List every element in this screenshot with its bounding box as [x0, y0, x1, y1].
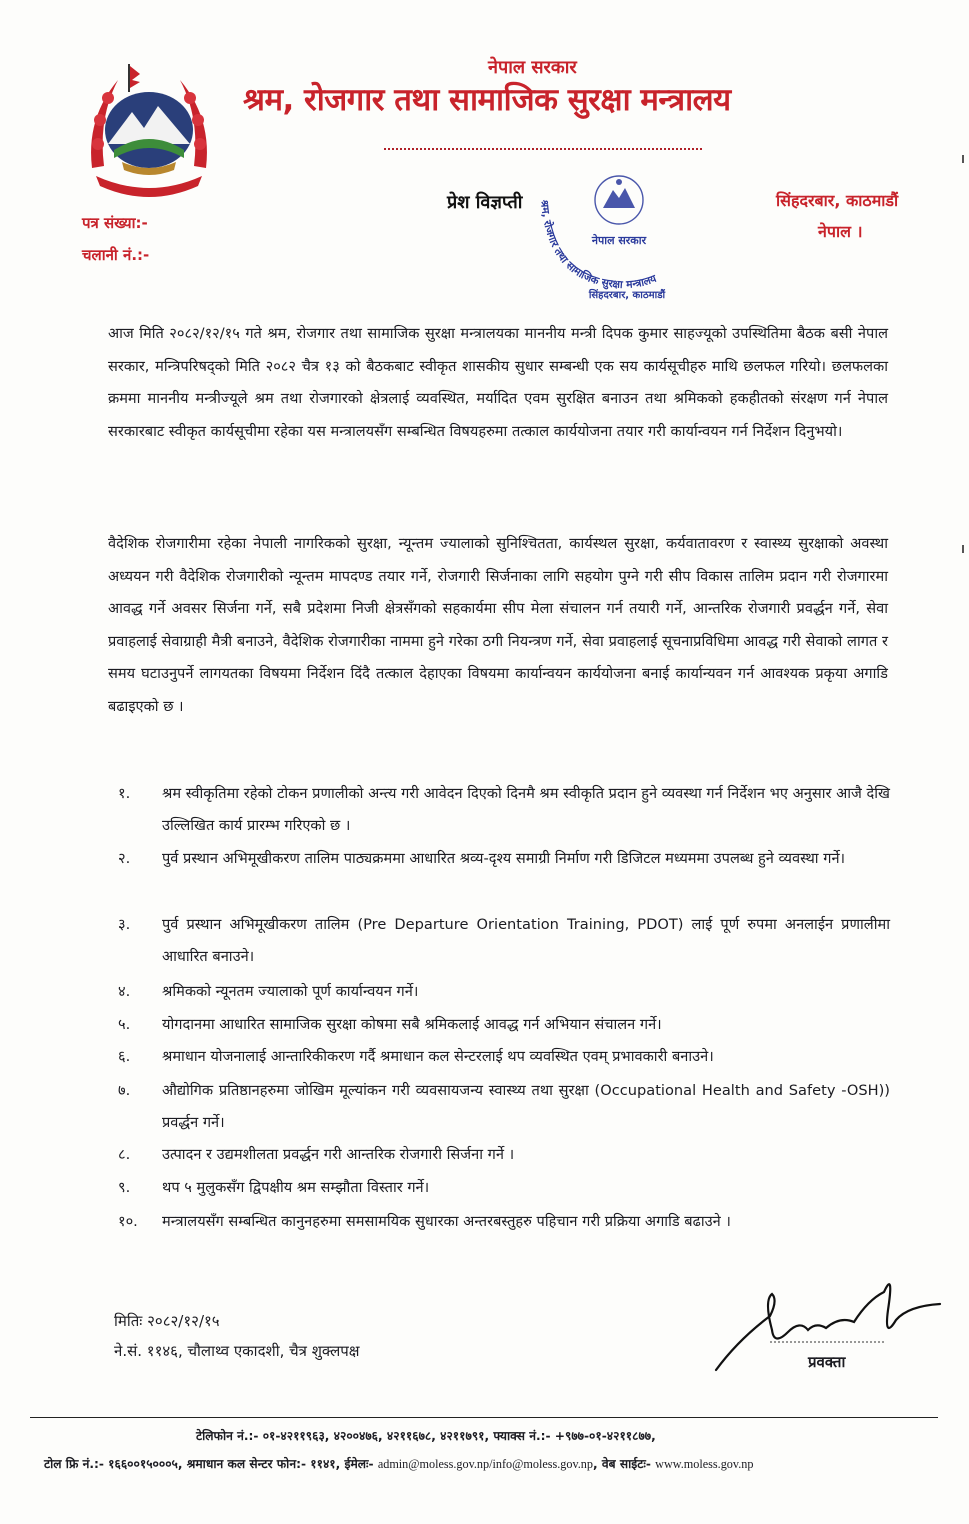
list-item-text: उत्पादन र उद्यमशीलता प्रवर्द्धन गरी आन्तरिक रोजगारी सिर्जना गर्ने ।	[162, 1146, 515, 1163]
list-item-number: ६.	[118, 1048, 131, 1065]
list-item-text: औद्योगिक प्रतिष्ठानहरुमा जोखिम मूल्यांकन गरी व्यवसायजन्य स्वास्थ्य तथा सुरक्षा (Occupational Health and Safety -OSH)) प्रवर्द्धन गर्ने।	[162, 1082, 890, 1131]
scan-edge-mark	[962, 545, 964, 553]
list-item-number: ७.	[118, 1082, 131, 1099]
official-stamp-icon	[527, 160, 707, 300]
list-item-text: श्रमाधान योजनालाई आन्तारिकीकरण गर्दै श्रमाधान कल सेन्टरलाई थप व्यवस्थित एवम् प्रभावकारी बनाउने।	[162, 1048, 714, 1065]
list-item-text: थप ५ मुलुकसँग द्विपक्षीय श्रम सम्झौता विस्तार गर्ने।	[162, 1179, 430, 1196]
signer-title: प्रवक्ता	[808, 1353, 846, 1371]
list-item-text: मन्त्रालयसँग सम्बन्धित कानुनहरुमा समसामयिक सुधारका अन्तरबस्तुहरु पहिचान गरी प्रक्रिया अगाडि बढाउने ।	[162, 1213, 731, 1230]
nepal-sambat-date: ने.सं. ११४६, चौलाथ्व एकादशी, चैत्र शुक्लपक्ष	[114, 1342, 360, 1360]
list-item-number: ९.	[118, 1179, 131, 1196]
list-item-number: १.	[118, 785, 131, 802]
list-item	[118, 1139, 890, 1171]
list-item-number: ४.	[118, 983, 131, 1000]
list-item	[118, 1075, 890, 1139]
government-name: नेपाल सरकार	[488, 57, 577, 78]
stamp-bottom-text: सिंहदरबार, काठमाडौं	[588, 290, 666, 300]
footer-contact-line	[44, 1455, 753, 1472]
list-item-text: पुर्व प्रस्थान अभिमूखीकरण तालिम (Pre Departure Orientation Training, PDOT) लाई पूर्ण रुपमा अनलाईन प्रणालीमा आधारित बनाउने।	[162, 916, 890, 965]
list-item-number: २.	[118, 850, 131, 867]
nepal-emblem-icon	[78, 58, 220, 198]
stamp-top-text: नेपाल सरकार	[591, 234, 647, 247]
list-item	[118, 843, 890, 875]
list-item-text: योगदानमा आधारित सामाजिक सुरक्षा कोषमा सबै श्रमिकलाई आवद्ध गर्न अभियान संचालन गर्ने।	[162, 1016, 662, 1033]
footer-email-link[interactable]: admin@moless.gov.np/info@moless.gov.np	[377, 1457, 593, 1471]
list-item-number: १०.	[118, 1213, 138, 1230]
footer-website-label: , वेब साईटः-	[593, 1457, 656, 1471]
body-paragraph-1: आज मिति २०८२/१२/१५ गते श्रम, रोजगार तथा सामाजिक सुरक्षा मन्त्रालयका माननीय मन्त्री दिपक कुमार साहज्यूको उपस्थितिमा बैठक बसी नेपाल सरकार, मन्त्रिपरिषद्को मिति २०८२ चैत्र १३ को बैठकबाट स्वीकृत शासकीय सुधार सम्बन्धी एक सय कार्यसूचीहरु माथि छलफल गरियो। छलफलका क्रममा माननीय मन्त्रीज्यूले श्रम तथा रोजगारको क्षेत्रलाई व्यवस्थित, मर्यादित एवम सुरक्षित बनाउन तथा श्रमिकको हकहीतको संरक्षण गर्न नेपाल सरकारबाट स्वीकृत कार्यसूचीमा रहेका यस मन्त्रालयसँग सम्बन्धित विषयहरुमा तत्काल कार्ययोजना तयार गरी कार्यान्वयन गर्न निर्देशन दिनुभयो।	[108, 325, 888, 440]
list-item-text: श्रमिकको न्यूनतम ज्यालाको पूर्ण कार्यान्वयन गर्ने।	[162, 983, 419, 1000]
list-item-text: पुर्व प्रस्थान अभिमूखीकरण तालिम पाठ्यक्रममा आधारित श्रव्य-दृश्य समाग्री निर्माण गरी डिजिटल मध्यममा उपलब्ध हुने व्यवस्था गर्ने।	[162, 850, 846, 867]
list-item	[118, 909, 890, 973]
dispatch-number-label: चलानी नं.:-	[82, 246, 150, 264]
list-item-number: ८.	[118, 1146, 131, 1163]
document-type-heading: प्रेश विज्ञप्ती	[447, 192, 523, 213]
footer-tollfree-callcenter: टोल फ्रि नं.:- १६६००१५०००५, श्रमाधान कल सेन्टर फोन:- ११४१, ईमेलः-	[44, 1457, 378, 1471]
ministry-title: श्रम, रोजगार तथा सामाजिक सुरक्षा मन्त्रालय	[243, 82, 731, 118]
header-dotted-divider	[384, 148, 702, 150]
list-item	[118, 1009, 890, 1041]
address-line-2: नेपाल ।	[818, 222, 863, 241]
letter-number-label: पत्र संख्या:-	[82, 214, 148, 232]
footer-divider	[30, 1417, 938, 1418]
scan-edge-mark	[962, 155, 964, 163]
stamp-ring-path-text: श्रम, रोजगार तथा सामाजिक सुरक्षा मन्त्रालय	[537, 199, 659, 292]
list-item	[118, 976, 890, 1008]
footer-phone-fax: टेलिफोन नं.:- ०१-४२११९६३, ४२००४७६, ४२११६७८, ४२११७९१, फ्याक्स नं.:- +९७७-०१-४२११८७७,	[196, 1429, 656, 1443]
list-item	[118, 1206, 890, 1238]
body-paragraph-2: वैदेशिक रोजगारीमा रहेका नेपाली नागरिकको सुरक्षा, न्यून्तम ज्यालाको सुनिश्चितता, कार्यस्थल सुरक्षा, कर्यवातावरण र स्वास्थ्य सुरक्षाको अवस्था अध्ययन गरी वैदेशिक रोजगारीको न्यून्तम मापदण्ड तयार गर्ने, रोजगारी सिर्जनाका लागि सहयोग पुग्ने गरी सीप विकास तालिम प्रदान गरी रोजगारमा आवद्ध गर्ने अवसर सिर्जना गर्ने, सबै प्रदेशमा निजी क्षेत्रसँगको सहकार्यमा सीप मेला संचालन गर्न तयारी गर्ने, आन्तरिक रोजगारी प्रवर्द्धन गर्ने, सेवा प्रवाहलाई सेवाग्राही मैत्री बनाउने, वैदेशिक रोजगारीका नाममा हुने गरेका ठगी नियन्त्रण गर्ने, सेवा प्रवाहलाई सूचनाप्रविधिमा आवद्ध गरी सेवाको लागत र समय घटाउनुपर्ने लागयतका विषयमा निर्देशन दिंदै तत्काल देहाएका विषयमा कार्यान्वयन कार्ययोजना बनाई कार्यान्यवन गर्न आवश्यक प्रकृया अगाडि बढाइएको छ ।	[108, 535, 888, 715]
list-item	[118, 1041, 890, 1073]
release-date: मितिः २०८२/१२/१५	[114, 1312, 220, 1330]
address-line-1: सिंहदरबार, काठमाडौं	[776, 191, 899, 210]
list-item-text: श्रम स्वीकृतिमा रहेको टोकन प्रणालीको अन्त्य गरी आवेदन दिएको दिनमै श्रम स्वीकृति प्रदान हुने व्यवस्था गर्न निर्देशन भए अनुसार आजै देखि उल्लिखित कार्य प्रारम्भ गरिएको छ ।	[162, 785, 890, 834]
list-item-number: ३.	[118, 916, 131, 933]
list-item	[118, 1172, 890, 1204]
footer-website-link[interactable]: www.moless.gov.np	[655, 1457, 754, 1471]
list-item	[118, 778, 890, 842]
list-item-number: ५.	[118, 1016, 131, 1033]
